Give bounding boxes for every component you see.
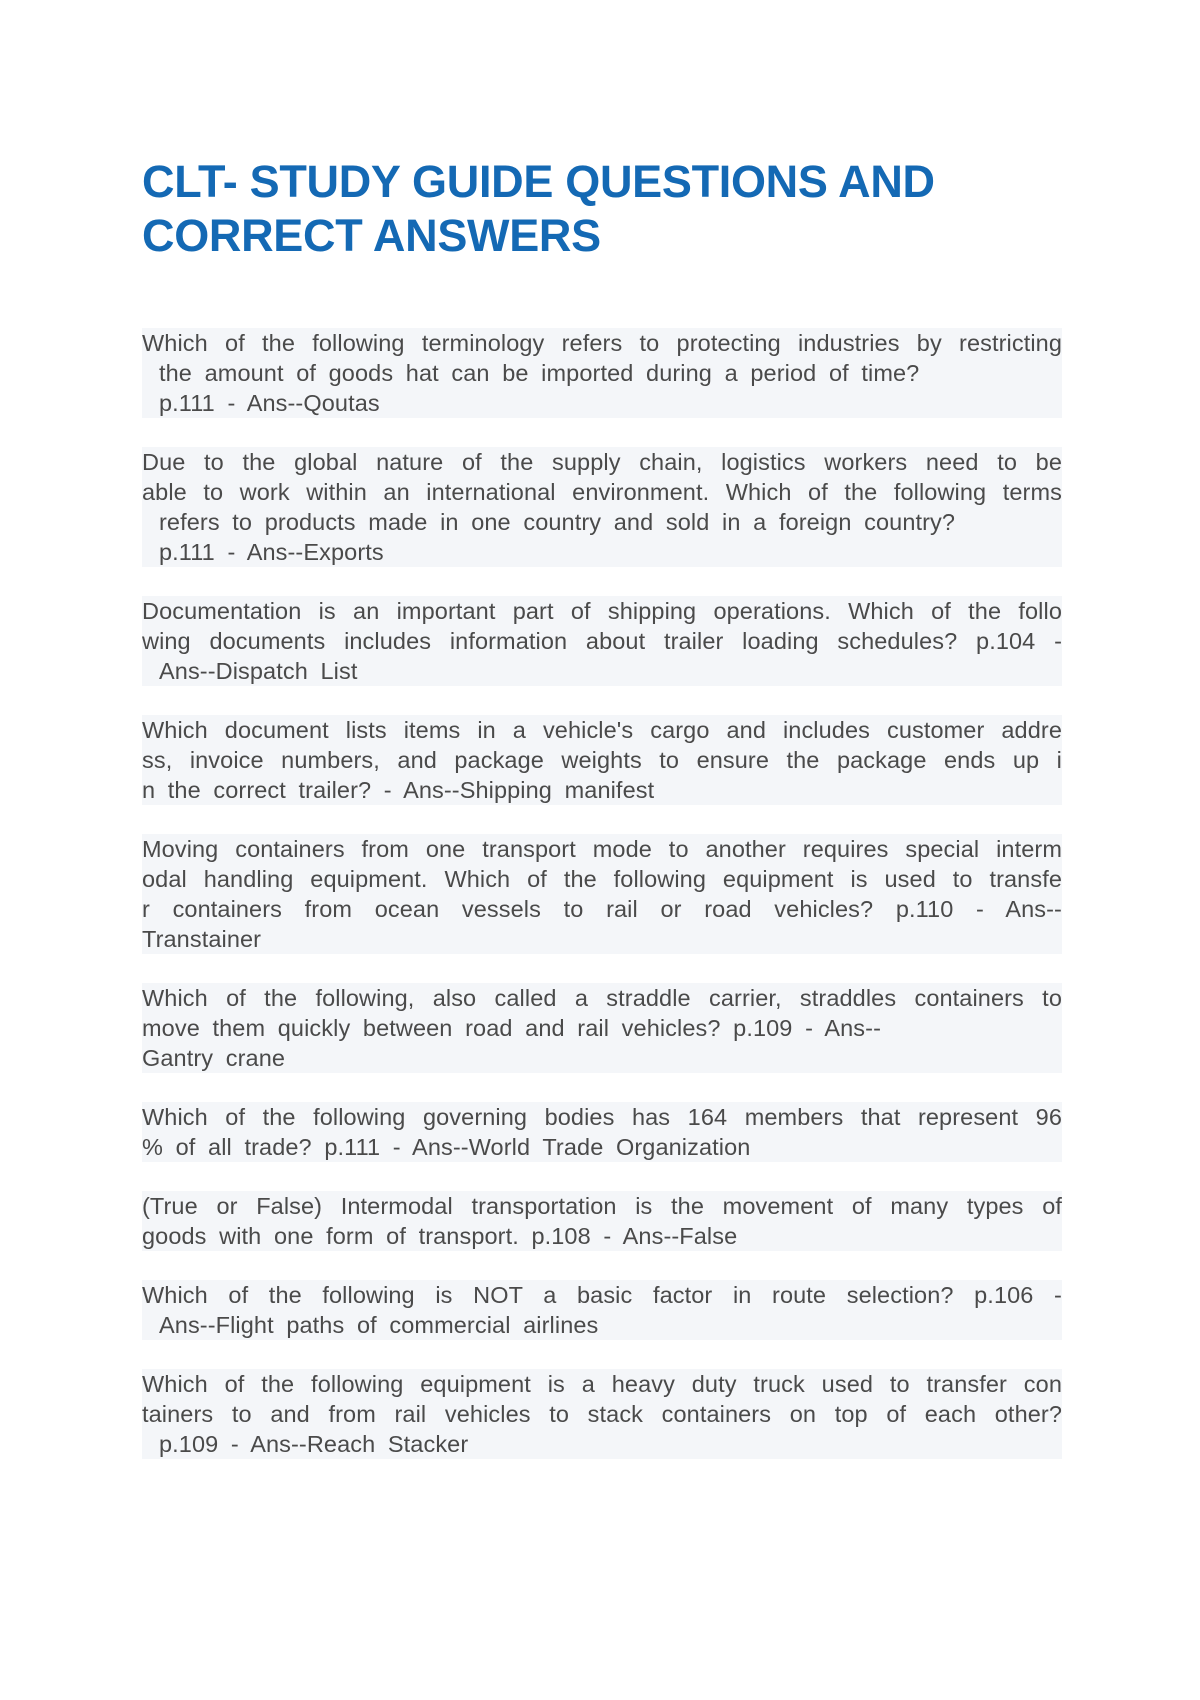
question-answer-line: goods with one form of transport. p.108 - Ans--False [142, 1221, 1062, 1251]
question-answer-item [142, 1280, 1062, 1340]
question-answer-line: p.109 - Ans--Reach Stacker [142, 1429, 1062, 1459]
document-title-line-2: CORRECT ANSWERS [142, 210, 601, 261]
question-answer-line: % of all trade? p.111 - Ans--World Trade Organization [142, 1132, 1062, 1162]
question-answer-line: ss, invoice numbers, and package weights to ensure the package ends up i [142, 747, 1062, 773]
question-answer-line: refers to products made in one country and sold in a foreign country? [142, 507, 1062, 537]
document-title [142, 155, 1062, 263]
question-answer-line: Which of the following is NOT a basic factor in route selection? p.106 - [142, 1282, 1062, 1308]
question-answer-item [142, 715, 1062, 805]
question-answer-line: Gantry crane [142, 1043, 1062, 1073]
question-answer-item [142, 1369, 1062, 1459]
question-answer-item [142, 834, 1062, 954]
question-answer-line: Due to the global nature of the supply chain, logistics workers need to be [142, 449, 1062, 475]
question-answer-line: Transtainer [142, 924, 1062, 954]
question-answer-item [142, 983, 1062, 1073]
question-answer-line: Ans--Flight paths of commercial airlines [142, 1310, 1062, 1340]
question-answer-line: n the correct trailer? - Ans--Shipping manifest [142, 775, 1062, 805]
question-answer-line: Which of the following governing bodies has 164 members that represent 96 [142, 1104, 1062, 1130]
question-answer-line: Which of the following, also called a straddle carrier, straddles containers to [142, 985, 1062, 1011]
question-answer-line: Documentation is an important part of shipping operations. Which of the follo [142, 598, 1062, 624]
question-answer-line: (True or False) Intermodal transportation is the movement of many types of [142, 1193, 1062, 1219]
question-answer-line: odal handling equipment. Which of the following equipment is used to transfe [142, 866, 1062, 892]
document-title-line-1: CLT- STUDY GUIDE QUESTIONS AND [142, 156, 935, 207]
question-answer-line: tainers to and from rail vehicles to stack containers on top of each other? [142, 1401, 1062, 1427]
question-answer-line: Which of the following equipment is a heavy duty truck used to transfer con [142, 1371, 1062, 1397]
question-answer-line: Which of the following terminology refers to protecting industries by restricting [142, 330, 1062, 356]
question-answer-list [142, 328, 1062, 1459]
question-answer-item [142, 447, 1062, 567]
question-answer-line: move them quickly between road and rail vehicles? p.109 - Ans-- [142, 1013, 1062, 1043]
question-answer-line: wing documents includes information about trailer loading schedules? p.104 - [142, 628, 1062, 654]
document-page [142, 155, 1062, 1488]
question-answer-line: Which document lists items in a vehicle's cargo and includes customer addre [142, 717, 1062, 743]
question-answer-line: the amount of goods hat can be imported during a period of time? [142, 358, 1062, 388]
question-answer-item [142, 1191, 1062, 1251]
question-answer-line: Moving containers from one transport mode to another requires special interm [142, 836, 1062, 862]
question-answer-item [142, 1102, 1062, 1162]
question-answer-line: able to work within an international environment. Which of the following terms [142, 479, 1062, 505]
question-answer-line: p.111 - Ans--Exports [142, 537, 1062, 567]
question-answer-line: Ans--Dispatch List [142, 656, 1062, 686]
question-answer-line: r containers from ocean vessels to rail or road vehicles? p.110 - Ans-- [142, 896, 1062, 922]
question-answer-item [142, 596, 1062, 686]
question-answer-item [142, 328, 1062, 418]
question-answer-line: p.111 - Ans--Qoutas [142, 388, 1062, 418]
